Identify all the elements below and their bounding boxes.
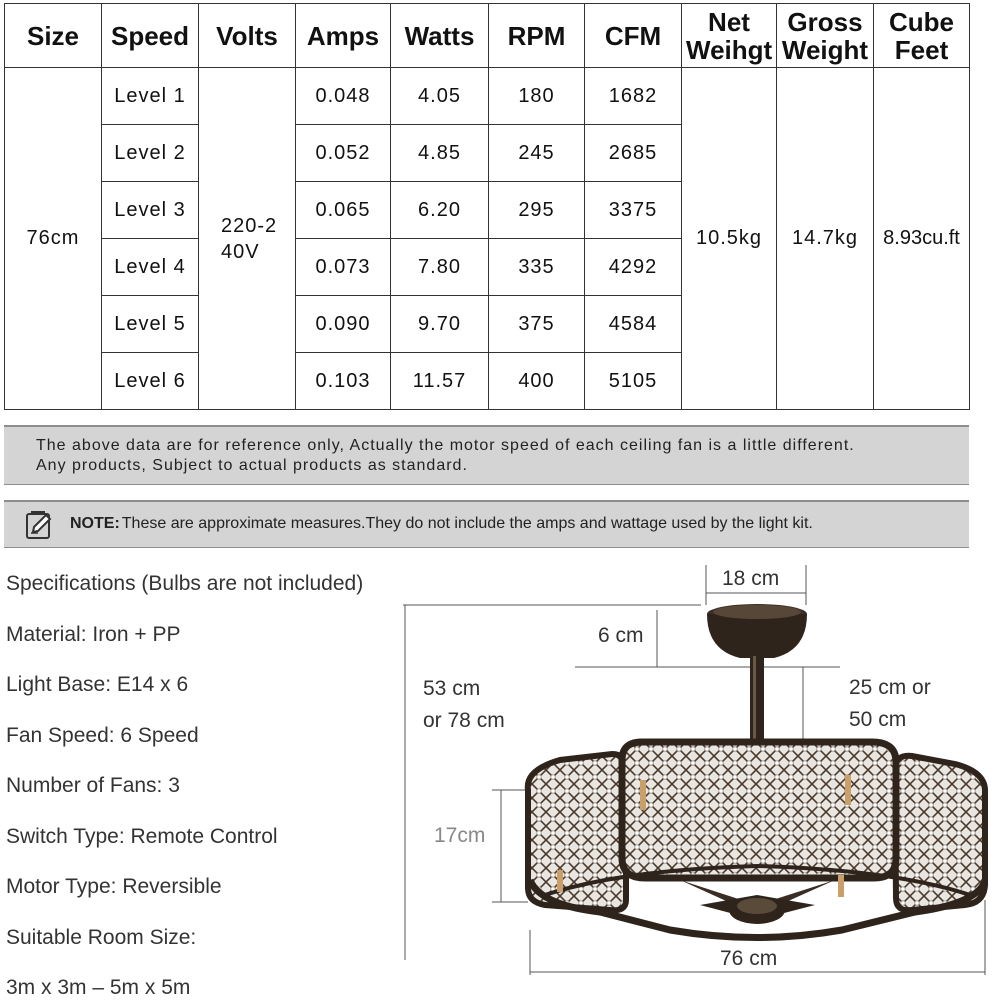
cell-cfm: 5105 [585, 353, 682, 410]
header-watts: Watts [391, 4, 489, 68]
dim-total-height-2: or 78 cm [423, 709, 505, 732]
cell-watts: 7.80 [391, 239, 489, 296]
spec-room-size-label: Suitable Room Size: [6, 926, 197, 949]
dim-rod-length-1: 25 cm or [849, 676, 931, 699]
cell-rpm: 335 [489, 239, 585, 296]
cell-cfm: 3375 [585, 182, 682, 239]
cell-cfm: 4584 [585, 296, 682, 353]
cell-speed: Level 6 [102, 353, 199, 410]
dim-rod-length-2: 50 cm [849, 708, 907, 731]
header-rpm: RPM [489, 4, 585, 68]
cell-speed: Level 4 [102, 239, 199, 296]
cell-watts: 4.05 [391, 68, 489, 125]
cell-cfm: 1682 [585, 68, 682, 125]
cell-amps: 0.103 [296, 353, 391, 410]
header-gross-weight: Gross Weight [777, 4, 874, 68]
cell-speed: Level 5 [102, 296, 199, 353]
cell-cfm: 4292 [585, 239, 682, 296]
spec-material: Material: Iron + PP [6, 623, 181, 646]
spec-switch-type: Switch Type: Remote Control [6, 825, 278, 848]
cell-watts: 9.70 [391, 296, 489, 353]
cell-rpm: 295 [489, 182, 585, 239]
cell-rpm: 245 [489, 125, 585, 182]
cell-amps: 0.090 [296, 296, 391, 353]
cell-gross-weight: 14.7kg [777, 68, 874, 410]
cell-speed: Level 1 [102, 68, 199, 125]
cell-watts: 4.85 [391, 125, 489, 182]
spec-title: Specifications (Bulbs are not included) [6, 572, 364, 595]
header-net-weight: Net Weihgt [682, 4, 777, 68]
cell-amps: 0.052 [296, 125, 391, 182]
header-speed: Speed [102, 4, 199, 68]
dim-diameter: 76 cm [720, 947, 778, 970]
cell-speed: Level 3 [102, 182, 199, 239]
dim-total-height-1: 53 cm [423, 677, 481, 700]
volts-value: 220-240V [221, 214, 278, 263]
cell-watts: 6.20 [391, 182, 489, 239]
spec-number-of-fans: Number of Fans: 3 [6, 774, 180, 797]
dim-canopy-height: 6 cm [598, 624, 644, 647]
header-volts: Volts [199, 4, 296, 68]
header-size: Size [5, 4, 102, 68]
disclaimer-line-1: The above data are for reference only, Actually the motor speed of each ceiling fan is a little different. [36, 437, 855, 454]
cell-net-weight: 10.5kg [682, 68, 777, 410]
disclaimer-line-2: Any products, Subject to actual products as standard. [36, 457, 468, 474]
cell-cube-feet: 8.93cu.ft [874, 68, 970, 410]
cell-rpm: 375 [489, 296, 585, 353]
note-body: These are approximate measures.They do not include the amps and wattage used by the light kit. [121, 515, 813, 532]
cell-rpm: 180 [489, 68, 585, 125]
dim-canopy-width: 18 cm [722, 567, 780, 590]
cell-size: 76cm [5, 68, 102, 410]
spec-room-size-value: 3m x 3m – 5m x 5m [6, 976, 191, 999]
header-cfm: CFM [585, 4, 682, 68]
ceiling-fan-illustration [528, 604, 985, 938]
spec-light-base: Light Base: E14 x 6 [6, 673, 189, 696]
spec-fan-speed: Fan Speed: 6 Speed [6, 724, 199, 747]
header-cube-feet: Cube Feet [874, 4, 970, 68]
header-amps: Amps [296, 4, 391, 68]
spec-motor-type: Motor Type: Reversible [6, 875, 222, 898]
cell-amps: 0.065 [296, 182, 391, 239]
note-label: NOTE: [70, 515, 120, 532]
cell-cfm: 2685 [585, 125, 682, 182]
cell-amps: 0.048 [296, 68, 391, 125]
cell-watts: 11.57 [391, 353, 489, 410]
cell-speed: Level 2 [102, 125, 199, 182]
cell-amps: 0.073 [296, 239, 391, 296]
cell-rpm: 400 [489, 353, 585, 410]
dim-cage-height: 17cm [434, 824, 486, 847]
